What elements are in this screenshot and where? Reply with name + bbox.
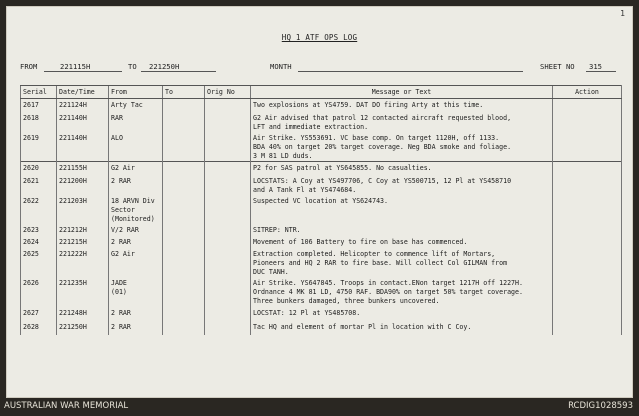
orig-no-cell (205, 277, 251, 307)
action-cell (553, 224, 622, 236)
action-cell (553, 277, 622, 307)
time-cell: 221140H (57, 132, 109, 162)
table-row (21, 321, 622, 335)
serial-cell: 2625 (21, 248, 57, 277)
serial-cell: 2622 (21, 195, 57, 224)
serial-cell: 2627 (21, 307, 57, 321)
message-cell: Air Strike. YS647845. Troops in contact.ENon target 1217H off 1227H. Ordnance 4 MK 81 LD, 4750 RAF. BDA90% on target 50% target coverage. Three bunkers damaged, three bunkers uncovered. (251, 277, 553, 307)
from-cell: 2 RAR (109, 175, 163, 195)
from-value: 221115H (60, 62, 91, 71)
from-cell: G2 Air (109, 161, 163, 175)
message-cell: P2 for SAS patrol at YS645855. No casualties. (251, 161, 553, 175)
to-cell (163, 224, 205, 236)
orig-no-cell (205, 248, 251, 277)
action-cell (553, 161, 622, 175)
action-cell (553, 236, 622, 248)
message-cell: Suspected VC location at YS624743. (251, 195, 553, 224)
orig-no-cell (205, 112, 251, 132)
to-cell (163, 307, 205, 321)
orig-no-cell (205, 224, 251, 236)
action-cell (553, 195, 622, 224)
orig-no-cell (205, 195, 251, 224)
table-header-row (21, 86, 622, 99)
serial-cell: 2623 (21, 224, 57, 236)
table-body (21, 99, 622, 336)
orig-no-cell (205, 161, 251, 175)
to-cell (163, 99, 205, 112)
column-header-action: Action (553, 86, 622, 99)
from-label: FROM (20, 62, 38, 71)
ops-log-table (20, 85, 622, 335)
orig-no-cell (205, 175, 251, 195)
time-cell: 221140H (57, 112, 109, 132)
action-cell (553, 175, 622, 195)
table-row (21, 99, 622, 112)
message-cell: Movement of 106 Battery to fire on base has commenced. (251, 236, 553, 248)
table-row (21, 161, 622, 175)
footer-bar (0, 398, 639, 416)
serial-cell: 2626 (21, 277, 57, 307)
table-row (21, 248, 622, 277)
from-cell: ALO (109, 132, 163, 162)
action-cell (553, 99, 622, 112)
orig-no-cell (205, 132, 251, 162)
orig-no-cell (205, 236, 251, 248)
corner-mark: 1 (620, 9, 625, 18)
message-cell: LOCSTAT: 12 Pl at YS485708. (251, 307, 553, 321)
action-cell (553, 112, 622, 132)
serial-cell: 2618 (21, 112, 57, 132)
message-cell: SITREP: NTR. (251, 224, 553, 236)
from-cell: G2 Air (109, 248, 163, 277)
month-label: MONTH (270, 62, 292, 71)
to-cell (163, 112, 205, 132)
table-row (21, 224, 622, 236)
to-cell (163, 132, 205, 162)
orig-no-cell (205, 321, 251, 335)
time-cell: 221200H (57, 175, 109, 195)
time-cell: 221124H (57, 99, 109, 112)
table-row (21, 132, 622, 162)
document-sheet (6, 6, 633, 398)
to-cell (163, 161, 205, 175)
from-cell: Arty Tac (109, 99, 163, 112)
serial-cell: 2624 (21, 236, 57, 248)
time-cell: 221215H (57, 236, 109, 248)
table-row (21, 307, 622, 321)
to-cell (163, 321, 205, 335)
time-cell: 221212H (57, 224, 109, 236)
sheet-value: 315 (589, 62, 602, 71)
from-cell: RAR (109, 112, 163, 132)
column-header-datetime: Date/Time (57, 86, 109, 99)
to-value: 221250H (149, 62, 180, 71)
from-cell: 2 RAR (109, 236, 163, 248)
time-cell: 221235H (57, 277, 109, 307)
serial-cell: 2617 (21, 99, 57, 112)
page-title: HQ 1 ATF OPS LOG (281, 33, 358, 42)
time-cell: 221250H (57, 321, 109, 335)
to-cell (163, 248, 205, 277)
column-header-from: From (109, 86, 163, 99)
column-header-message: Message or Text (251, 86, 553, 99)
table-row (21, 236, 622, 248)
orig-no-cell (205, 307, 251, 321)
from-cell: V/2 RAR (109, 224, 163, 236)
to-label: TO (128, 62, 137, 71)
serial-cell: 2619 (21, 132, 57, 162)
serial-cell: 2628 (21, 321, 57, 335)
from-cell: 2 RAR (109, 307, 163, 321)
table-row (21, 195, 622, 224)
to-underline (141, 71, 216, 72)
action-cell (553, 248, 622, 277)
message-cell: Tac HQ and element of mortar Pl in location with C Coy. (251, 321, 553, 335)
action-cell (553, 307, 622, 321)
message-cell: Two explosions at YS4759. DAT DO firing Arty at this time. (251, 99, 553, 112)
message-cell: Air Strike. YS553691. VC base comp. On target 1120H, off 1133. BDA 40% on target 20% target coverage. Neg BDA smoke and foliage. 3 M 81 LD duds. (251, 132, 553, 162)
column-header-to: To (163, 86, 205, 99)
action-cell (553, 132, 622, 162)
footer-id: RCDIG1028593 (568, 401, 633, 411)
from-underline (44, 71, 122, 72)
to-cell (163, 175, 205, 195)
action-cell (553, 321, 622, 335)
sheet-underline (586, 71, 616, 72)
sheet-label: SHEET NO (540, 62, 575, 71)
message-cell: G2 Air advised that patrol 12 contacted aircraft requested blood, LFT and immediate extraction. (251, 112, 553, 132)
orig-no-cell (205, 99, 251, 112)
time-cell: 221155H (57, 161, 109, 175)
column-header-orig-no: Orig No (205, 86, 251, 99)
month-underline (298, 71, 523, 72)
table-row (21, 277, 622, 307)
time-cell: 221203H (57, 195, 109, 224)
serial-cell: 2620 (21, 161, 57, 175)
column-header-serial: Serial (21, 86, 57, 99)
time-cell: 221222H (57, 248, 109, 277)
from-cell: 18 ARVN Div Sector (Monitored) (109, 195, 163, 224)
to-cell (163, 277, 205, 307)
to-cell (163, 236, 205, 248)
message-cell: Extraction completed. Helicopter to commence lift of Mortars, Pioneers and HQ 2 RAR to fire base. Will collect Col GILMAN from DUC TANH. (251, 248, 553, 277)
time-cell: 221248H (57, 307, 109, 321)
footer-source: AUSTRALIAN WAR MEMORIAL (4, 401, 129, 411)
table-row (21, 112, 622, 132)
table-row (21, 175, 622, 195)
serial-cell: 2621 (21, 175, 57, 195)
to-cell (163, 195, 205, 224)
message-cell: LOCSTATS: A Coy at YS497706, C Coy at YS500715, 12 Pl at YS458710 and A Tank Fl at YS474684. (251, 175, 553, 195)
from-cell: JADE (01) (109, 277, 163, 307)
from-cell: 2 RAR (109, 321, 163, 335)
